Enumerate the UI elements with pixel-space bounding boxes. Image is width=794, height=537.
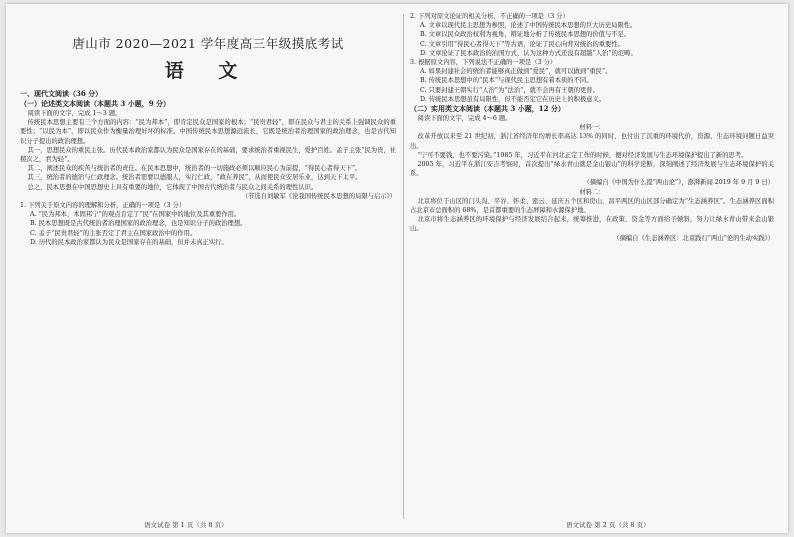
page-footer-left: 语文试卷 第 1 页（共 8 页） xyxy=(144,521,228,529)
subsection-heading: （一）论述类文本阅读（本题共 3 小题，9 分） xyxy=(20,99,171,108)
material-1-label: 材料一： xyxy=(579,124,605,132)
instruction: 阅读下面的文字，完成 1～3 题。 xyxy=(27,110,122,117)
passage-paragraph: 传统民本思想主要有三个方面的内容：“民为邦本”，即肯定民众是国家的根本；“民贵君轻”，即在民众与君主的关系上强调民众的重要性；“以民为本”，即以民众作为衡量治理好坏的标准。中国传统民本思想源远流长，它既是统治者治理国家的政治理念，也是古代知识分子提出的政治理想。 xyxy=(20,119,396,145)
subsection-heading: （二）实用类文本阅读（本题共 3 小题，12 分） xyxy=(410,104,565,114)
page-footer-right: 语文试卷 第 2 页（共 8 页） xyxy=(566,521,650,529)
subject-title: 语 文 xyxy=(164,60,252,82)
right-page xyxy=(410,12,774,518)
question-1-option-c: C. 孟子“民贵君轻”的主张否定了君主在国家政治中的作用。 xyxy=(30,229,197,237)
question-2-option-a: A. 文章以现代民主思想为参照，论述了中国传统民本思想的巨大历史局限性。 xyxy=(420,22,637,30)
question-2-option-b: B. 文章以民众政治权利为视角，辩证地分析了传统民本思想的价值与不足。 xyxy=(420,31,631,39)
passage-paragraph: 其二，阐述民众的疾苦与统治者的责任。在民本思想中，统治者的一切施政必须以顺应民心为前提，“得民心者得天下”。 xyxy=(27,165,362,173)
question-3-option-b: B. 传统民本思想中的“民本”与现代民主思想有着本质的不同。 xyxy=(420,77,593,85)
exam-sheet xyxy=(6,4,788,533)
question-3-option-c: C. 只要封建王朝实行“人治”为“法治”，就不会再有王朝的更替。 xyxy=(420,86,599,94)
question-3-option-d: D. 传统民本思想虽有局限性，但不能否定它在历史上的积极意义。 xyxy=(420,95,606,103)
instruction: 阅读下面的文字，完成 4～6 题。 xyxy=(417,115,512,123)
material-1-source: （摘编自《中国为什么提“两山论”》，澎湃新闻 2019 年 9 月 9 日） xyxy=(583,179,774,187)
question-1: 1. 下列关于原文内容的理解和分析，正确的一项是（3 分） xyxy=(20,202,186,210)
material-paragraph: 北京市将生态涵养区的环境保护与经济发展结合起来，统筹推进，在政策、资金等方面给予倾斜，努力让绿水青山带来金山银山。 xyxy=(410,216,774,233)
exam-title: 唐山市 2020—2021 学年度高三年级摸底考试 xyxy=(72,36,344,51)
question-1-option-d: D. 历代的民本政治家都认为民众是国家存在的基础，但并未真正实行。 xyxy=(30,238,228,246)
material-paragraph: “宁可不要钱，也不要污染。”1985 年，习近平在河北正定工作的时候，便对经济发展与生态环境保护提出了新的思考。 xyxy=(417,151,748,159)
question-1-option-b: B. 民本思想既是古代统治者治理国家的政治理念，也是知识分子的政治理想。 xyxy=(30,220,247,228)
passage-paragraph: 总之，民本思想在中国思想史上具有重要的地位，它体现了中国古代统治者与民众之间关系的理性认识。 xyxy=(27,183,318,191)
question-3-option-a: A. 如果封建社会的统治者能够真正做到“爱民”，就可以做到“重民”。 xyxy=(420,68,612,76)
material-paragraph: 北京将位于山区的门头沟、平谷、怀柔、密云、延庆五个区和房山、昌平两区的山区部分确定为“生态涵养区”。生态涵养区面积占北京市总面积的 68%，是首都重要的生态屏障和水源保护地。 xyxy=(410,197,774,215)
question-2-option-d: D. 文章论证了民本政治的治国方式，认为这种方式还没有超越“人治”的范畴。 xyxy=(420,49,637,57)
page-divider xyxy=(403,14,404,519)
material-paragraph: 改革开放以来至 21 世纪初，浙江省经济年均增长率高达 13% 的同时，也付出了沉重的环境代价，资源、生态环境问题日益突出。 xyxy=(410,133,774,150)
question-2-option-c: C. 文章引用“得民心者得天下”等古语，论证了民心向背对统治的重要性。 xyxy=(420,40,624,48)
material-2-source: （摘编自《生态涵养区：北京践行“两山”论的生动实践》） xyxy=(613,234,774,242)
passage-paragraph: 其一，思想民众的重民主张。历代民本政治家都认为民众是国家存在的基础，要求统治者重视民生，爱护百姓。孟子主张“民为贵，社稷次之，君为轻”。 xyxy=(20,146,396,164)
question-1-option-a: A. “民为邦本，本固邦宁”的观点肯定了“民”在国家中的地位及其重要作用。 xyxy=(30,211,241,219)
left-page xyxy=(20,12,396,518)
section-heading: 一、现代文阅读（36 分） xyxy=(20,89,103,98)
question-3: 3. 根据原文内容，下列说法不正确的一项是（3 分） xyxy=(410,59,557,67)
material-paragraph: 2005 年，习近平在浙江安吉考察时，首次提出“绿水青山就是金山银山”的科学论断，深刻阐述了经济发展与生态环境保护的关系。 xyxy=(410,161,774,178)
passage-source: （节选自刘敏军《论我国传统民本思想的局限与启示》） xyxy=(241,192,396,200)
question-2: 2. 下列对原文论证的相关分析，不正确的一项是（3 分） xyxy=(410,13,569,20)
material-2-label: 材料二： xyxy=(579,188,605,196)
passage-paragraph: 其三，统治者的德治与仁政理念。统治者需要以德服人，实行仁政，“政在养民”，从而使民众安居乐业，达到天下太平。 xyxy=(27,174,362,182)
